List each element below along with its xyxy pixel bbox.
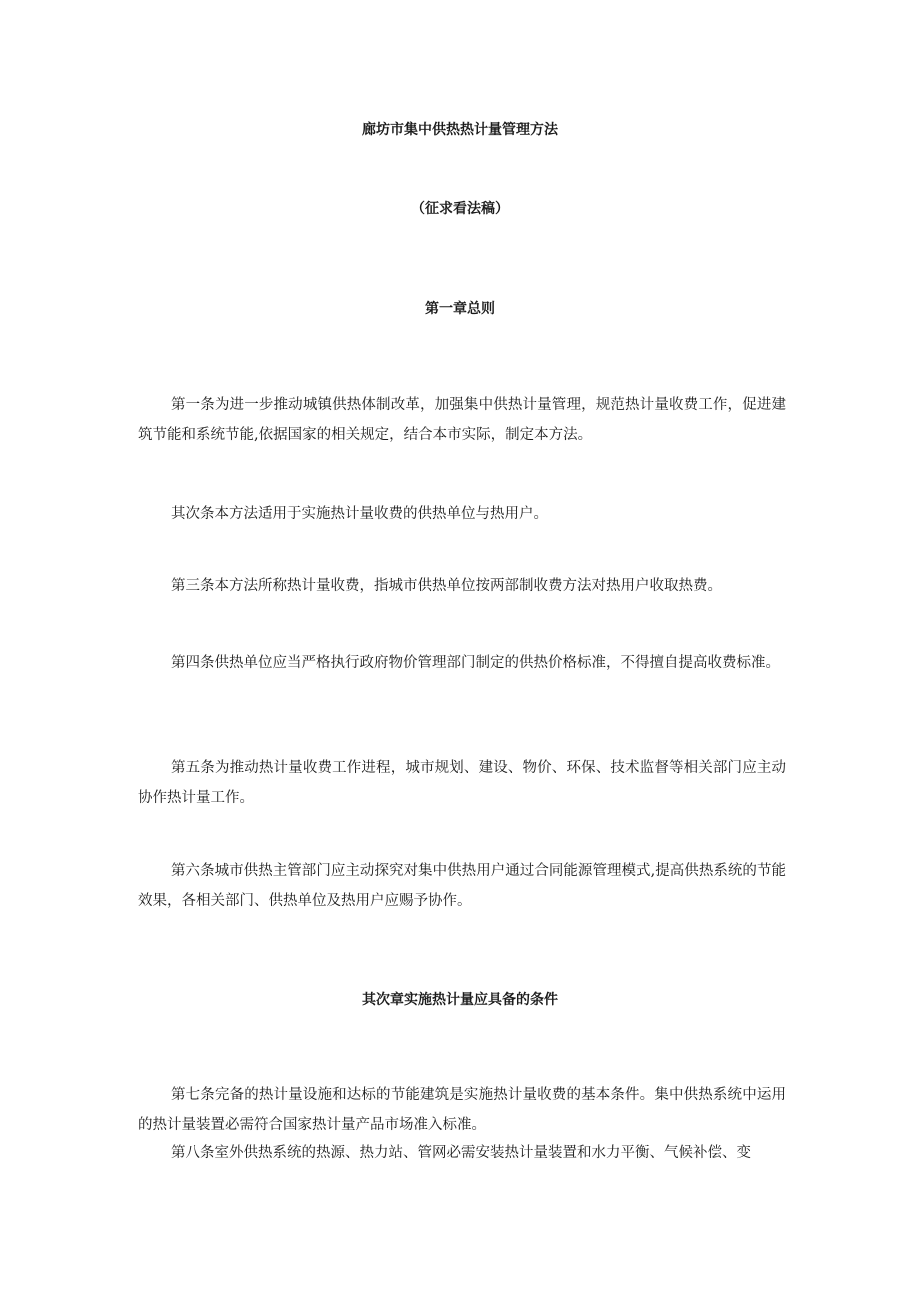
article-paragraph: 第六条城市供热主管部门应主动探究对集中供热用户通过合同能源管理模式,提高供热系统的节能效果，各相关部门、供热单位及热用户应赐予协作。	[138, 863, 786, 909]
chapter-heading: 第一章总则	[425, 301, 495, 317]
article-paragraph: 第四条供热单位应当严格执行政府物价管理部门制定的供热价格标准，不得擅自提高收费标准。	[171, 655, 780, 671]
article-paragraph: 第一条为进一步推动城镇供热体制改革，加强集中供热计量管理，规范热计量收费工作，促进建筑节能和系统节能,依据国家的相关规定，结合本市实际，制定本方法。	[138, 397, 786, 443]
document-subtitle: （征求看法稿）	[411, 201, 509, 217]
article-paragraph: 第八条室外供热系统的热源、热力站、管网必需安装热计量装置和水力平衡、气候补偿、变	[171, 1145, 751, 1161]
article-paragraph: 第三条本方法所称热计量收费，指城市供热单位按两部制收费方法对热用户收取热费。	[171, 578, 722, 594]
article-paragraph: 第七条完备的热计量设施和达标的节能建筑是实施热计量收费的基本条件。集中供热系统中运用的热计量装置必需符合国家热计量产品市场准入标准。	[138, 1087, 786, 1133]
article-paragraph: 其次条本方法适用于实施热计量收费的供热单位与热用户。	[171, 506, 548, 522]
document-title: 廊坊市集中供热热计量管理方法	[362, 122, 558, 138]
chapter-heading: 其次章实施热计量应具备的条件	[362, 992, 558, 1008]
article-paragraph: 第五条为推动热计量收费工作进程，城市规划、建设、物价、环保、技术监督等相关部门应主动协作热计量工作。	[138, 760, 786, 806]
